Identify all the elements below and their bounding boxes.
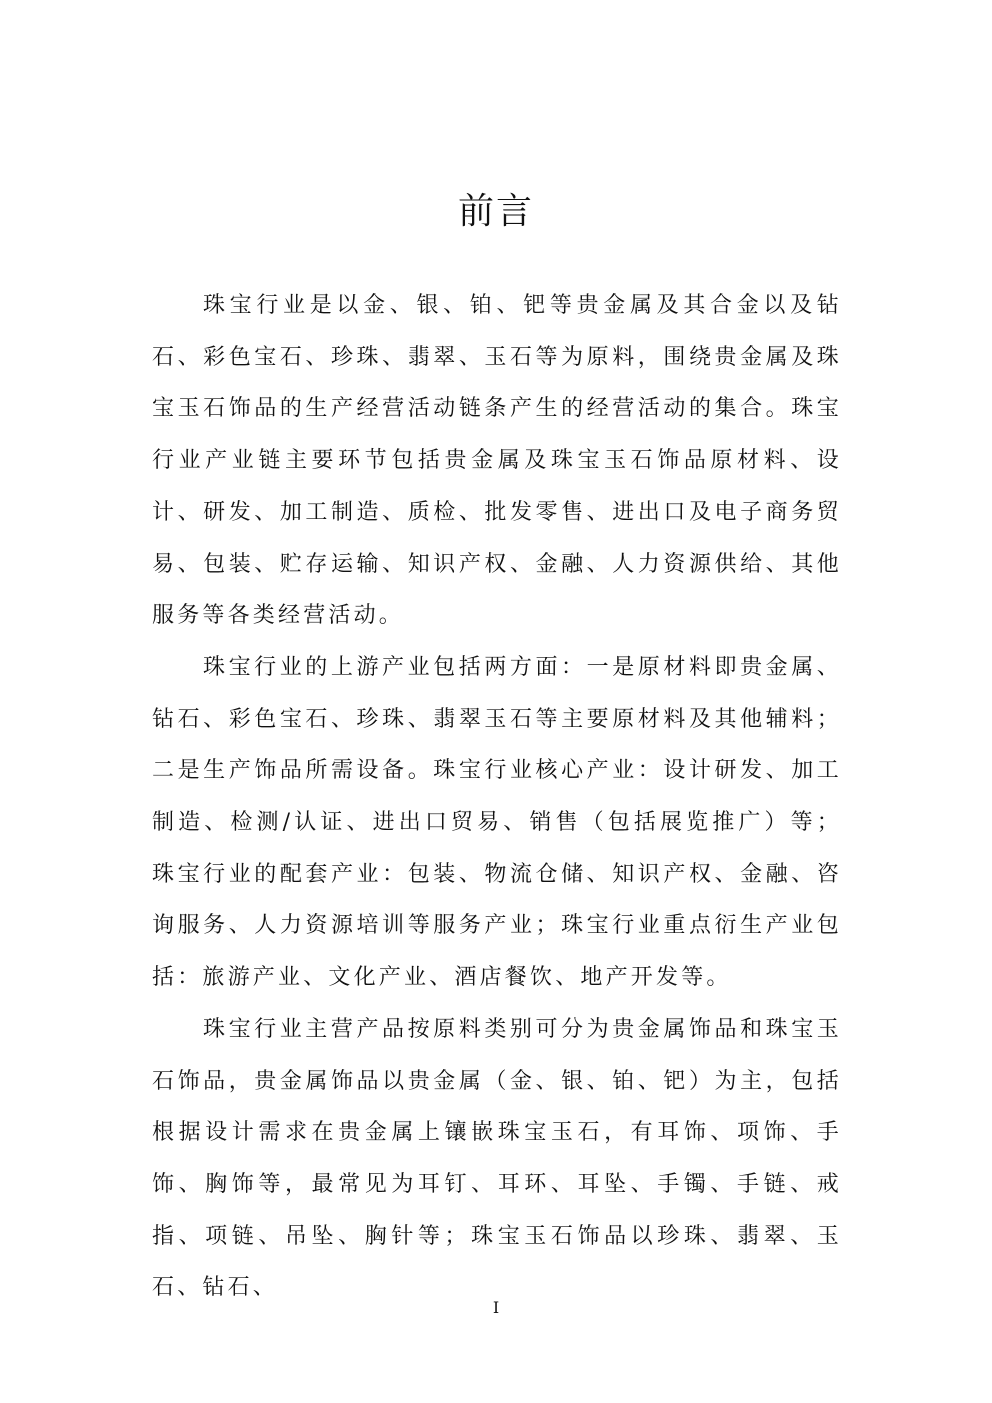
page-title: 前言 <box>457 191 534 232</box>
page-number: I <box>492 1298 500 1317</box>
paragraph-2: 珠宝行业的上游产业包括两方面：一是原材料即贵金属、钻石、彩色宝石、珍珠、翡翠玉石等主要原材料及其他辅料；二是生产饰品所需设备。珠宝行业核心产业：设计研发、加工制造、检测/认证、进出口贸易、销售（包括展览推广）等；珠宝行业的配套产业：包装、物流仓储、知识产权、金融、咨询服务、人力资源培训等服务产业；珠宝行业重点衍生产业包括：旅游产业、文化产业、酒店餐饮、地产开发等。 <box>152 654 842 991</box>
paragraph-1: 珠宝行业是以金、银、铂、钯等贵金属及其合金以及钻石、彩色宝石、珍珠、翡翠、玉石等为原料，围绕贵金属及珠宝玉石饰品的生产经营活动链条产生的经营活动的集合。珠宝行业产业链主要环节包括贵金属及珠宝玉石饰品原材料、设计、研发、加工制造、质检、批发零售、进出口及电子商务贸易、包装、贮存运输、知识产权、金融、人力资源供给、其他服务等各类经营活动。 <box>152 293 842 629</box>
body-text <box>152 280 842 1314</box>
paragraph-3: 珠宝行业主营产品按原料类别可分为贵金属饰品和珠宝玉石饰品，贵金属饰品以贵金属（金、银、铂、钯）为主，包括根据设计需求在贵金属上镶嵌珠宝玉石，有耳饰、项饰、手饰、胸饰等，最常见为耳钉、耳环、耳坠、手镯、手链、戒指、项链、吊坠、胸针等；珠宝玉石饰品以珍珠、翡翠、玉石、钻石、 <box>152 1016 842 1301</box>
